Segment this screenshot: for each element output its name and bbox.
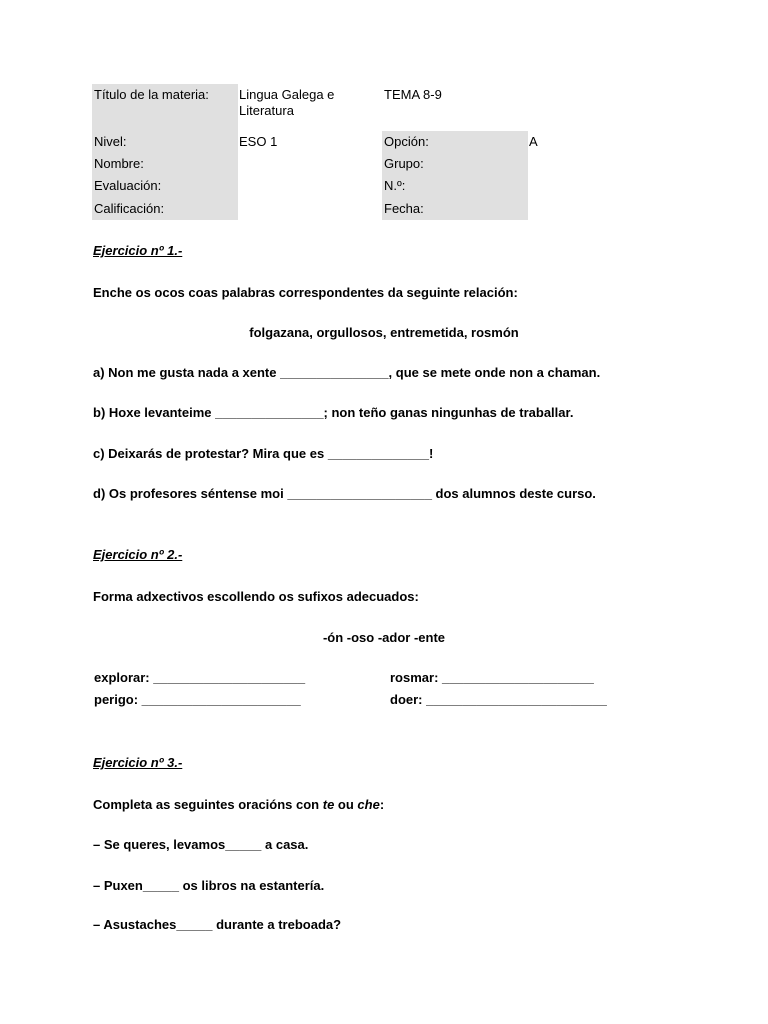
exercise2-item-explorar: explorar: _____________________ (94, 670, 306, 685)
group-label: Grupo: (382, 153, 528, 175)
exercise2-suffixes: -ón -oso -ador -ente (322, 630, 446, 645)
option-label: Opción: (382, 131, 528, 153)
exercise2-item-rosmar: rosmar: _____________________ (390, 670, 594, 685)
exercise3-item-2: – Puxen_____ os libros na estantería. (93, 878, 325, 893)
exercise3-title: Ejercicio nº 3.- (93, 755, 183, 770)
exercise2-item-doer: doer: _________________________ (390, 692, 607, 707)
subject-value: Lingua Galega e Literatura (239, 87, 335, 118)
exercise3-word-te: te (322, 797, 335, 812)
exercise3-instruction-suffix: : (379, 797, 385, 812)
date-label: Fecha: (382, 198, 528, 220)
exercise1-item-c: c) Deixarás de protestar? Mira que es ______________! (93, 446, 434, 461)
subject-label: Título de la materia: (92, 84, 238, 132)
exercise1-item-d: d) Os profesores séntense moi ____________________ dos alumnos deste curso. (93, 486, 596, 501)
exercise3-instruction (93, 797, 384, 813)
name-label: Nombre: (92, 153, 238, 175)
exercise2-instruction: Forma adxectivos escollendo os sufixos adecuados: (93, 589, 419, 604)
exercise3-item-1: – Se queres, levamos_____ a casa. (93, 837, 309, 852)
exercise1-word-bank: folgazana, orgullosos, entremetida, rosmón (249, 325, 519, 340)
exercise1-title: Ejercicio nº 1.- (93, 243, 183, 258)
level-value: ESO 1 (239, 134, 278, 149)
option-value: A (529, 134, 538, 149)
exercise3-instruction-mid: ou (334, 797, 358, 812)
exercise1-instruction: Enche os ocos coas palabras correspondentes da seguinte relación: (93, 285, 518, 300)
exercise1-item-a: a) Non me gusta nada a xente _______________, que se mete onde non a chaman. (93, 365, 601, 380)
exercise2-item-perigo: perigo: ______________________ (94, 692, 301, 707)
exercise3-word-che: che (357, 797, 380, 812)
evaluation-label: Evaluación: (92, 175, 238, 198)
grade-label: Calificación: (92, 198, 238, 220)
exercise2-title: Ejercicio nº 2.- (93, 547, 183, 562)
exercise1-item-b: b) Hoxe levanteime _______________; non teño ganas ningunhas de traballar. (93, 405, 574, 420)
exercise3-item-3: – Asustaches_____ durante a treboada? (93, 917, 342, 932)
exercise3-instruction-prefix: Completa as seguintes oracións con (93, 797, 323, 812)
level-label: Nivel: (92, 131, 238, 153)
topic-label: TEMA 8-9 (384, 87, 442, 102)
number-label: N.º: (382, 175, 528, 198)
